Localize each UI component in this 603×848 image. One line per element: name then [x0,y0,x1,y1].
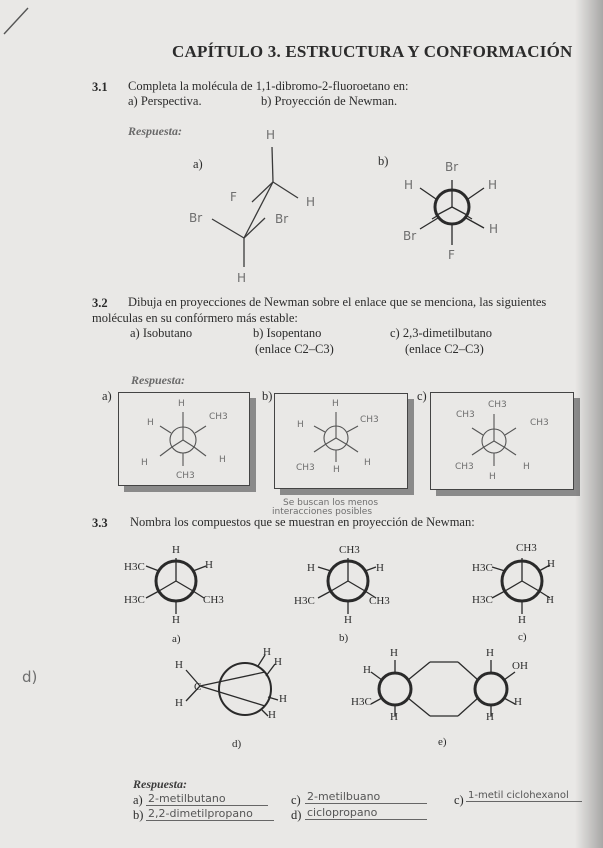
q32-b2: (enlace C2–C3) [255,342,334,356]
persp-bottom: H [237,271,247,285]
q32-text1: Dibuja en proyecciones de Newman sobre el enlace que se menciona, las siguientes [128,295,547,309]
q33e-h1: H [390,647,398,659]
q33b-top: CH3 [339,544,360,556]
newman-33-e [371,660,515,716]
answers-respuesta: Respuesta: [133,777,187,791]
q31-number: 3.1 [92,80,108,94]
q33a-ur: H [205,559,213,571]
nC-5: H [523,462,530,472]
q33c-ur: H [547,558,555,570]
q33e-h6: H [486,711,494,723]
q32-c: c) 2,3-dimetilbutano [390,326,493,340]
q33d-label: d) [232,738,242,750]
q33c-ll: H3C [472,594,493,606]
q33a-ul: H3C [124,561,145,573]
newman31-left: H [404,178,414,192]
q33-number: 3.3 [92,516,108,530]
q33b-bottom: H [344,614,352,626]
ans-d-label: d) [291,808,302,822]
page-title: CAPÍTULO 3. ESTRUCTURA Y CONFORMACIÓN [172,42,573,61]
corner-mark [4,8,28,34]
q32-number: 3.2 [92,296,108,310]
q33e-label: e) [438,736,447,748]
newman31-bottom: F [448,248,455,262]
nA-3: H [147,418,154,428]
q33c-bottom: H [518,614,526,626]
q33e-h2: H [363,664,371,676]
persp-top: H [266,128,276,142]
persp-right-lower: Br [275,212,289,226]
nB-4: H [333,465,340,475]
nA-2: CH3 [209,412,228,422]
newman-31 [420,180,484,245]
nC-3: CH3 [530,418,549,428]
q33d-c: C [194,681,202,693]
nC-4: CH3 [455,462,474,472]
q33a-label: a) [172,633,181,645]
q33b-ur: H [376,562,384,574]
q33a-lr: CH3 [203,594,224,606]
q33a-bottom: H [172,614,180,626]
q33a-ll: H3C [124,594,145,606]
q33d-h6: H [268,709,276,721]
q33b-lr: CH3 [369,595,390,607]
q33d-h4: H [274,656,282,668]
q31-label-b: b) [378,154,389,168]
q33c-lr: H [546,594,554,606]
q32-label-a: a) [102,389,112,403]
q33d-h5: H [279,693,287,705]
newman31-lower-left: Br [403,229,417,243]
q32-label-b: b) [262,389,273,403]
q33a-top: H [172,544,180,556]
q33c-top: CH3 [516,542,537,554]
nB-5: CH3 [296,463,315,473]
answer-c2: 1-metil ciclohexanol [466,790,582,802]
q33d-h3: H [263,646,271,658]
q33b-ul: H [307,562,315,574]
ans-a-label: a) [133,793,143,807]
nB-2: CH3 [360,415,379,425]
newman31-top: Br [445,160,459,174]
answer-d: ciclopropano [305,806,427,820]
q31-label-a: a) [193,157,203,171]
q32-note2: interacciones posibles [272,507,373,517]
q33e-ch3: H3C [351,696,372,708]
q33d-h1: H [175,659,183,671]
nA-6: H [141,458,148,468]
answer-b: 2,2-dimetilpropano [146,807,274,821]
q33e-h5: H [390,711,398,723]
ans-b-label: b) [133,808,144,822]
newman31-lower-right: H [489,222,499,236]
q33d-h2: H [175,697,183,709]
ans-c2-label: c) [454,793,464,807]
q33e-oh: OH [512,660,528,672]
q32-respuesta: Respuesta: [131,373,185,387]
q32-text2: moléculas en su confórmero más estable: [92,311,298,325]
q33e-h4: H [514,696,522,708]
persp-left-upper: F [230,190,237,204]
q31-respuesta: Respuesta: [128,124,182,138]
perspective-drawing [212,147,298,267]
q32-c2: (enlace C2–C3) [405,342,484,356]
q33e-h3: H [486,647,494,659]
nC-6: H [489,472,496,482]
q33b-ll: H3C [294,595,315,607]
q33-text: Nombra los compuestos que se muestran en proyección de Newman: [130,515,475,529]
nC-1: CH3 [456,410,475,420]
answer-c: 2-metilbuano [305,790,427,804]
q33c-ul: H3C [472,562,493,574]
nB-6: H [364,458,371,468]
persp-right-upper: H [306,195,316,209]
nA-4: H [219,455,226,465]
newman31-right: H [488,178,498,192]
q31-a: a) Perspectiva. [128,94,202,108]
persp-left-lower: Br [189,211,203,225]
ans-c-label: c) [291,793,301,807]
q31-b: b) Proyección de Newman. [261,94,398,108]
margin-note: d) [22,668,38,686]
nB-3: H [297,420,304,430]
nA-5: CH3 [176,471,195,481]
nB-1: H [332,399,339,409]
q33c-label: c) [518,631,527,643]
nA-1: H [178,399,185,409]
q32-a: a) Isobutano [130,326,193,340]
nC-2: CH3 [488,400,507,410]
q32-b: b) Isopentano [253,326,322,340]
q32-label-c: c) [417,389,427,403]
answer-a: 2-metilbutano [146,792,268,806]
q32-note1: Se buscan los menos [283,498,379,508]
q31-text: Completa la molécula de 1,1-dibromo-2-fluoroetano en: [128,79,409,93]
q33b-label: b) [339,632,349,644]
